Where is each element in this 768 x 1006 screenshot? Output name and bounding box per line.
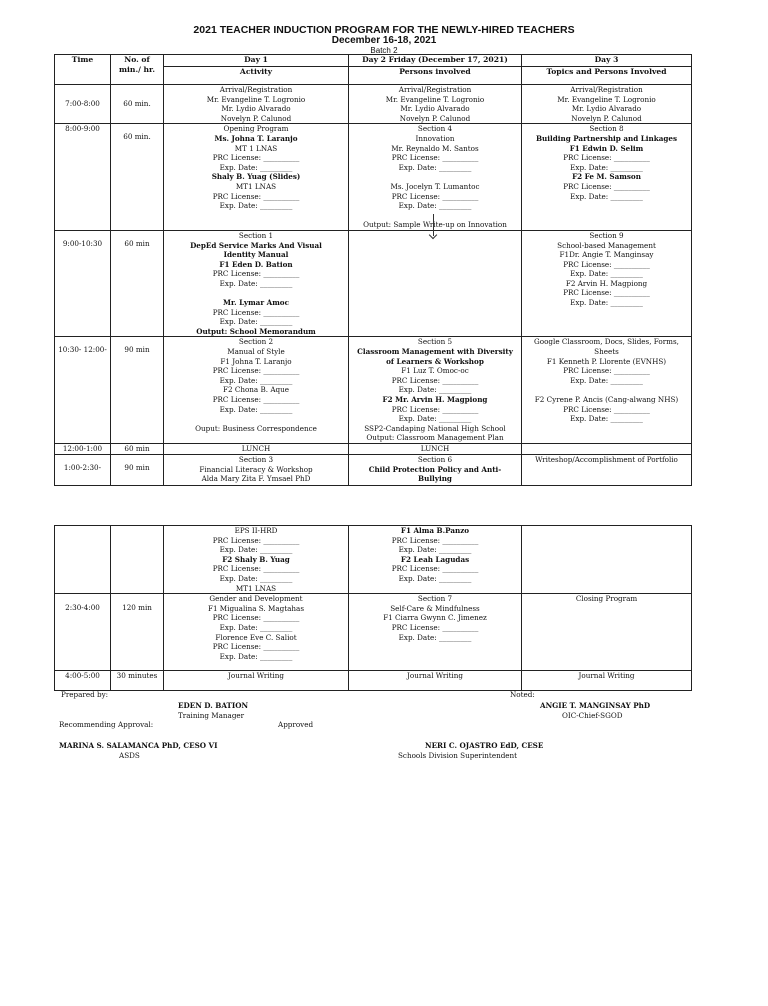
person-line: Novelyn P. Calunod	[571, 113, 642, 123]
cell-text-line: Ouput: Business Correspondence	[195, 423, 317, 433]
time-cell: 7:00-8:00	[55, 85, 111, 124]
cell-text-line: Exp. Date: _________	[570, 162, 643, 172]
cell-text-line: Classroom Management with Diversity	[357, 347, 513, 357]
col-day2-header: Day 2 Friday (December 17, 2021)	[349, 55, 522, 67]
cell-text-line: PRC License: __________	[212, 269, 300, 279]
day3-cell	[522, 594, 692, 671]
person-line: Mr. Lydio Alvarado	[571, 104, 642, 114]
cell-text-line: Exp. Date: _________	[219, 162, 293, 172]
time-cell: 4:00-5:00	[55, 671, 111, 691]
cell-text-line: Florence Eve C. Saliot	[215, 632, 297, 642]
day2-cell	[349, 337, 522, 444]
cell-text-line: Manual of Style	[227, 347, 285, 357]
table-row	[55, 443, 692, 454]
day3-cell: Journal Writing	[522, 671, 692, 691]
cell-text-line: PRC License: __________	[391, 375, 479, 385]
person-line: Mr. Lydio Alvarado	[221, 104, 291, 114]
cell-text-line: Exp. Date: _________	[219, 317, 293, 327]
cell-text-line: Exp. Date: _________	[219, 545, 293, 555]
cell-text-line: Self-Care & Mindfulness	[390, 603, 480, 613]
cell-text-line: PRC License: __________	[212, 535, 300, 545]
cell-text-line: F1 Luz T. Omoc-oc	[401, 366, 469, 376]
col-min-header: No. of min./ hr.	[111, 55, 164, 85]
cell-text-line: PRC License: __________	[212, 564, 300, 574]
day2-cell	[349, 124, 522, 231]
table-row	[55, 230, 692, 337]
cell-text-line: Mr. Reynaldo M. Santos	[391, 143, 479, 153]
noted-label: Noted:	[510, 690, 535, 699]
duration-cell: 30 minutes	[111, 671, 164, 691]
cell-text-line: F2 Leah Lagudas	[400, 554, 470, 564]
cell-text-line: PRC License: __________	[212, 153, 300, 163]
duration-cell: 60 min.	[111, 85, 164, 124]
schedule-table-continued	[54, 525, 692, 691]
cell-text-line: Closing Program	[575, 594, 638, 604]
noted-title: OIC-Chief-SGOD	[562, 711, 623, 720]
cell-text-line: Exp. Date: _________	[398, 632, 472, 642]
cell-text-line: School-based Management	[557, 240, 656, 250]
day1-cell	[164, 230, 349, 337]
day1-cell	[164, 124, 349, 231]
cell-text-line: Opening Program	[223, 124, 289, 134]
cell-text-line: Output: School Memorandum	[196, 326, 316, 336]
cell-text-line: Exp. Date: _________	[219, 622, 293, 632]
cell-text-line	[166, 288, 346, 298]
day2-cell	[349, 454, 522, 485]
person-line: Mr. Evangeline T. Logronio	[206, 94, 306, 104]
cell-text-line: Shaly B. Yuag (Slides)	[211, 172, 301, 182]
cell-text-line: Section 9	[589, 230, 624, 240]
cell-text-line: PRC License: __________	[212, 642, 300, 652]
cell-text-line: Exp. Date: _________	[219, 404, 293, 414]
day2-cell	[349, 526, 522, 594]
duration-cell: 90 min	[111, 337, 164, 444]
duration-cell	[111, 526, 164, 594]
cell-text-line: PRC License: __________	[391, 564, 479, 574]
down-arrow-icon	[433, 214, 434, 236]
cell-text-line: Exp. Date: _________	[398, 573, 472, 583]
recommender-title: ASDS	[119, 751, 140, 760]
cell-text-line: F1 Edwin D. Selim	[569, 143, 644, 153]
header-row	[55, 55, 692, 67]
cell-text-line: PRC License: __________	[563, 404, 650, 414]
cell-text-line: F2 Chona B. Aque	[222, 385, 290, 395]
cell-text-line: PRC License: __________	[391, 622, 479, 632]
cell-text-line: Exp. Date: _________	[398, 201, 472, 211]
cell-text-line: Child Protection Policy and Anti-	[368, 464, 502, 474]
cell-text-line: PRC License: __________	[212, 395, 300, 404]
day3-cell	[522, 124, 692, 231]
person-line: Novelyn P. Calunod	[399, 113, 471, 123]
cell-text-line	[524, 385, 689, 395]
duration-cell: 60 min	[111, 230, 164, 337]
cell-text-line: Section 4	[417, 124, 453, 134]
activity-line: Arrival/Registration	[219, 85, 293, 94]
cell-text-line: PRC License: __________	[391, 535, 479, 545]
col-day1-subheader: Activity	[164, 67, 349, 85]
day1-cell: Journal Writing	[164, 671, 349, 691]
approved-label: Approved	[278, 720, 314, 729]
schedule-table	[54, 54, 692, 486]
cell-text-line: MT1 LNAS	[235, 583, 277, 593]
table-row	[55, 337, 692, 444]
approver-title: Schools Division Superintendent	[398, 751, 518, 760]
activity-line: Arrival/Registration	[398, 85, 472, 94]
cell-text-line: Alda Mary Zita F. Ymsael PhD	[201, 474, 311, 484]
cell-text-line: PRC License: __________	[563, 181, 650, 191]
activity-line: Arrival/Registration	[570, 85, 643, 94]
person-line: Mr. Lydio Alvarado	[400, 104, 470, 114]
time-cell: 10:30- 12:00-	[55, 337, 111, 444]
duration-cell: 90 min	[111, 454, 164, 485]
cell-text-line: F1 Migualina S. Magtahas	[207, 603, 305, 613]
cell-text-line: F2 Cyrene P. Ancis (Cang-alwang NHS)	[534, 395, 679, 404]
cell-text-line: PRC License: __________	[212, 191, 300, 201]
cell-text-line: Bullying	[418, 474, 452, 484]
time-cell	[55, 526, 111, 594]
prepared-by-label: Prepared by:	[61, 690, 109, 699]
cell-text-line: Identity Manual	[223, 250, 289, 260]
day1-cell	[164, 594, 349, 671]
cell-text-line: F1 Ciarra Gwynn C. Jimenez	[383, 613, 487, 623]
document-dates: December 16-18, 2021	[331, 35, 437, 46]
day1-cell	[164, 85, 349, 124]
cell-text-line: Section 1	[238, 230, 274, 240]
cell-text-line: PRC License: __________	[212, 366, 300, 376]
table-row	[55, 594, 692, 671]
cell-text-line: PRC License: __________	[391, 191, 479, 201]
duration-cell: 60 min.	[111, 124, 164, 231]
cell-text-line: F2 Mr. Arvin H. Magpiong	[382, 395, 488, 404]
day2-cell	[349, 85, 522, 124]
cell-text-line: Exp. Date: _________	[219, 375, 293, 385]
day3-cell	[522, 230, 692, 337]
table-row	[55, 85, 692, 124]
table-row	[55, 671, 692, 691]
cell-text-line: Section 6	[417, 454, 453, 464]
cell-text-line: Exp. Date: _________	[570, 191, 643, 201]
recommender-name: MARINA S. SALAMANCA PhD, CESO VI	[59, 741, 218, 750]
cell-text-line: PRC License: __________	[563, 366, 650, 376]
approver-name: NERI C. OJASTRO EdD, CESE	[425, 741, 544, 750]
day3-cell	[522, 454, 692, 485]
day2-cell	[349, 230, 522, 337]
cell-text-line: PRC License: __________	[391, 404, 479, 414]
cell-text-line: Exp. Date: _________	[398, 545, 472, 555]
document-title: 2021 TEACHER INDUCTION PROGRAM FOR THE NEWLY-HIRED TEACHERS	[193, 24, 575, 36]
cell-text-line: PRC License: __________	[563, 153, 650, 163]
time-cell: 1:00-2:30-	[55, 454, 111, 485]
cell-text-line: Section 3	[238, 454, 274, 464]
cell-text-line: F1 Alma B.Panzo	[400, 526, 470, 535]
cell-text-line: PRC License: __________	[212, 613, 300, 623]
col-day3-header: Day 3	[522, 55, 692, 67]
cell-text-line: Gender and Development	[209, 594, 303, 604]
cell-text-line: MT1 LNAS	[235, 181, 277, 191]
recommending-label: Recommending Approval:	[59, 720, 154, 729]
col-day1-header: Day 1	[164, 55, 349, 67]
day1-cell: LUNCH	[164, 443, 349, 454]
preparer-name: EDEN D. BATION	[178, 701, 249, 710]
noted-name: ANGIE T. MANGINSAY PhD	[540, 701, 651, 710]
time-cell: 12:00-1:00	[55, 443, 111, 454]
table-row	[55, 454, 692, 485]
cell-text-line: Exp. Date: _________	[398, 385, 472, 395]
day3-cell	[522, 526, 692, 594]
cell-text-line: Exp. Date: _________	[219, 573, 293, 583]
cell-text-line	[166, 414, 346, 424]
day2-cell	[349, 594, 522, 671]
day3-cell	[522, 337, 692, 444]
cell-text-line: Section 8	[589, 124, 624, 134]
cell-text-line: MT 1 LNAS	[234, 143, 278, 153]
cell-text-line: Innovation	[415, 133, 455, 143]
duration-cell: 120 min	[111, 594, 164, 671]
day3-cell	[522, 443, 692, 454]
day1-cell	[164, 526, 349, 594]
cell-text-line: Output: Classroom Management Plan	[366, 433, 504, 443]
cell-text-line: Output: Sample Write-up on Innovation	[363, 220, 507, 230]
table-row	[55, 526, 692, 594]
day2-cell: Journal Writing	[349, 671, 522, 691]
cell-text-line: PRC License: __________	[212, 307, 300, 317]
cell-text-line: DepEd Service Marks And Visual	[190, 240, 322, 250]
time-cell: 2:30-4:00	[55, 594, 111, 671]
duration-cell: 60 min	[111, 443, 164, 454]
cell-text-line: Exp. Date: _________	[398, 414, 472, 424]
cell-text-line: Exp. Date: _________	[570, 269, 643, 279]
cell-text-line: of Learners & Workshop	[386, 356, 484, 366]
day1-cell	[164, 454, 349, 485]
cell-text-line: Exp. Date: _________	[219, 651, 293, 661]
cell-text-line: Exp. Date: _________	[219, 278, 293, 288]
time-cell: 8:00-9:00	[55, 124, 111, 231]
cell-text-line: Exp. Date: _________	[570, 298, 643, 308]
cell-text-line: Section 5	[417, 337, 453, 347]
cell-text-line: F2 Shaly B. Yuag	[222, 554, 290, 564]
person-line: Mr. Evangeline T. Logronio	[385, 94, 485, 104]
cell-text-line: F1 Kenneth P. Llorente (EVNHS)	[546, 356, 667, 366]
cell-text-line	[351, 172, 519, 182]
time-cell: 9:00-10:30	[55, 230, 111, 337]
cell-text-line: Writeshop/Accomplishment of Portfolio	[535, 454, 678, 464]
cell-text-line: Exp. Date: _________	[398, 162, 472, 172]
cell-text-line: PRC License: __________	[563, 288, 650, 298]
cell-text-line: Building Partnership and Linkages	[535, 133, 678, 143]
day2-cell: LUNCH	[349, 443, 522, 454]
cell-text-line: Financial Literacy & Workshop	[199, 464, 313, 474]
cell-text-line: EPS II-HRD	[234, 526, 278, 535]
cell-text-line: PRC License: __________	[563, 259, 650, 269]
cell-text-line: F2 Fe M. Samson	[572, 172, 641, 182]
col-day2-subheader: Persons involved	[349, 67, 522, 85]
cell-text-line	[351, 211, 519, 221]
cell-text-line: Google Classroom, Docs, Slides, Forms, Sheets	[534, 337, 679, 357]
col-day3-subheader: Topics and Persons Involved	[522, 67, 692, 85]
table-row	[55, 124, 692, 231]
cell-text-line: Mr. Lymar Amoc	[223, 298, 289, 308]
day1-cell	[164, 337, 349, 444]
cell-text-line: Section 2	[238, 337, 274, 347]
preparer-title: Training Manager	[178, 711, 245, 720]
cell-text-line: Exp. Date: _________	[570, 375, 643, 385]
batch-label: Batch 2	[370, 46, 398, 55]
cell-text-line: Ms. Johna T. Laranjo	[214, 133, 298, 143]
person-line: Novelyn P. Calunod	[220, 113, 292, 123]
cell-text-line: F1 Johna T. Laranjo	[220, 356, 292, 366]
cell-text-line: F1Dr. Angie T. Manginsay	[559, 250, 654, 260]
col-time-header: Time	[55, 55, 111, 85]
cell-text-line: Exp. Date: _________	[219, 201, 293, 211]
cell-text-line: PRC License: __________	[391, 153, 479, 163]
cell-text-line: Ms. Jocelyn T. Lumantoc	[390, 181, 480, 191]
person-line: Mr. Evangeline T. Logronio	[557, 94, 656, 104]
cell-text-line: F2 Arvin H. Magpiong	[565, 278, 648, 288]
cell-text-line: F1 Eden D. Bation	[219, 259, 293, 269]
day3-cell	[522, 85, 692, 124]
cell-text-line: SSP2-Candaping National High School	[364, 423, 506, 433]
cell-text-line: Section 7	[417, 594, 453, 604]
cell-text-line: Exp. Date: _________	[570, 414, 643, 424]
